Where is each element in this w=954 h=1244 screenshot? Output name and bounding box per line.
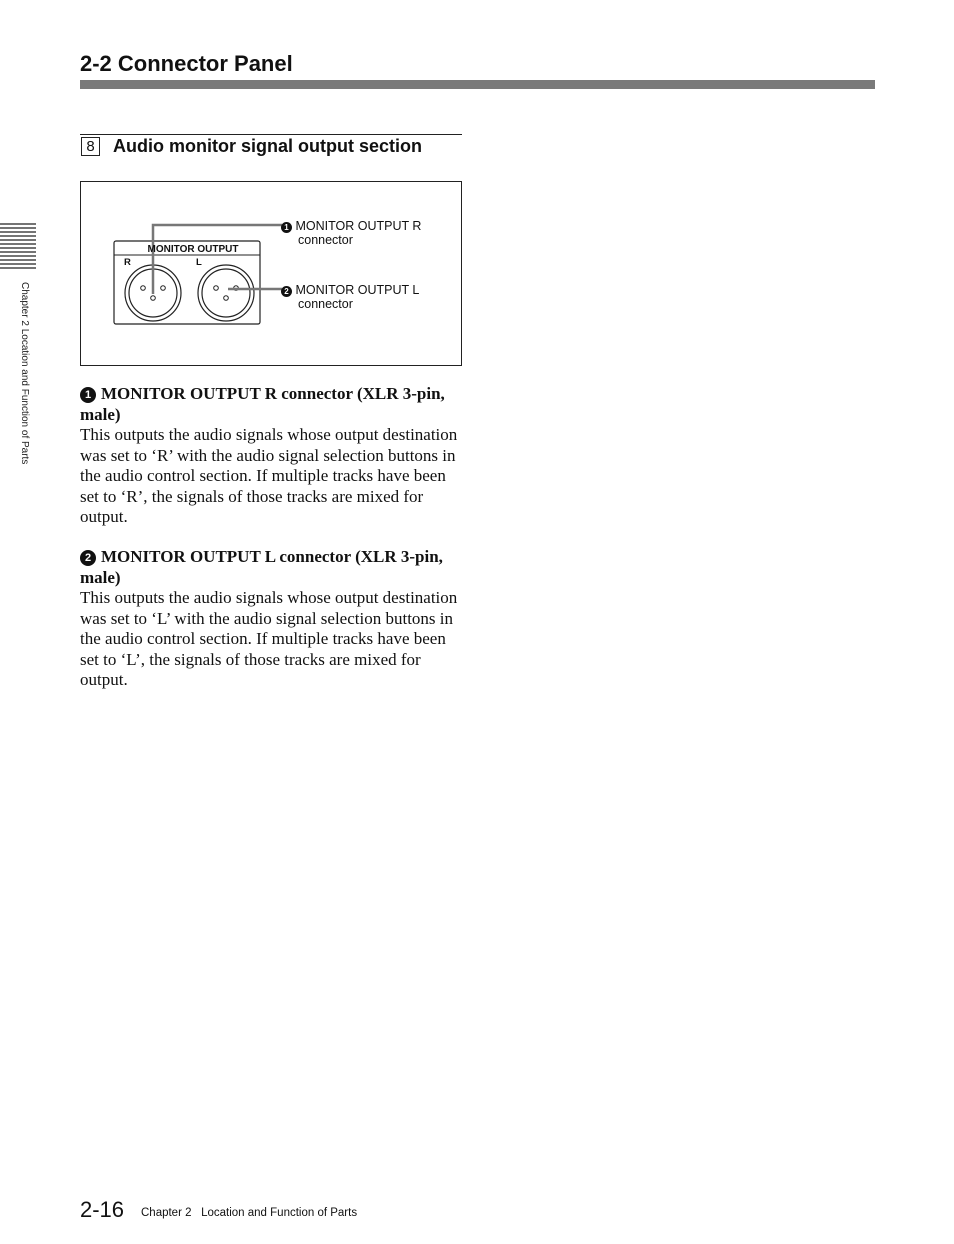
item-2-title-text: MONITOR OUTPUT L connector (XLR 3-pin, male) (80, 547, 443, 587)
sidebar-chapter-label: Chapter 2 Location and Function of Parts (19, 282, 30, 465)
connector-panel-illustration (81, 182, 461, 365)
leader-line-1 (153, 225, 282, 294)
callout-1 (281, 219, 421, 247)
item-2-title (80, 547, 462, 588)
connector-r-label: R (124, 257, 131, 268)
page-number: 2-16 (80, 1197, 125, 1222)
footer-chapter-label: Chapter 2 Location and Function of Parts (141, 1207, 358, 1219)
section-heading: Audio monitor signal output section (113, 136, 422, 156)
callout-2-line2: connector (298, 297, 353, 311)
callout-1-line1: MONITOR OUTPUT R (295, 219, 422, 233)
callout-2 (281, 283, 419, 311)
item-1-body: This outputs the audio signals whose output destination was set to ‘R’ with the audio signal selection buttons in the audio control section. If multiple tracks have been set to ‘R’, the signals of those tracks are mixed for output. (80, 425, 458, 526)
item-2-body: This outputs the audio signals whose output destination was set to ‘L’ with the audio signal selection buttons in the audio control section. If multiple tracks have been set to ‘L’, the signals of those tracks are mixed for output. (80, 588, 458, 689)
callout-1-line2: connector (298, 233, 353, 247)
chapter-tab-stripes (0, 222, 36, 269)
connector-figure (80, 181, 462, 366)
connector-l-icon (198, 265, 254, 321)
page-title: 2-2 Connector Panel (80, 51, 293, 76)
callout-2-line1: MONITOR OUTPUT L (295, 283, 420, 297)
item-1-number: 1 (80, 387, 96, 403)
item-1-title (80, 384, 462, 425)
callout-2-number: 2 (281, 286, 292, 297)
section-number-box: 8 (81, 137, 100, 156)
item-1-title-text: MONITOR OUTPUT R connector (XLR 3-pin, male) (80, 384, 445, 424)
item-monitor-output-l (80, 547, 462, 691)
title-bar-divider (80, 80, 875, 89)
item-2-number: 2 (80, 550, 96, 566)
item-monitor-output-r (80, 384, 462, 528)
connector-l-label: L (196, 257, 202, 268)
callout-1-number: 1 (281, 222, 292, 233)
panel-label: MONITOR OUTPUT (147, 244, 239, 255)
